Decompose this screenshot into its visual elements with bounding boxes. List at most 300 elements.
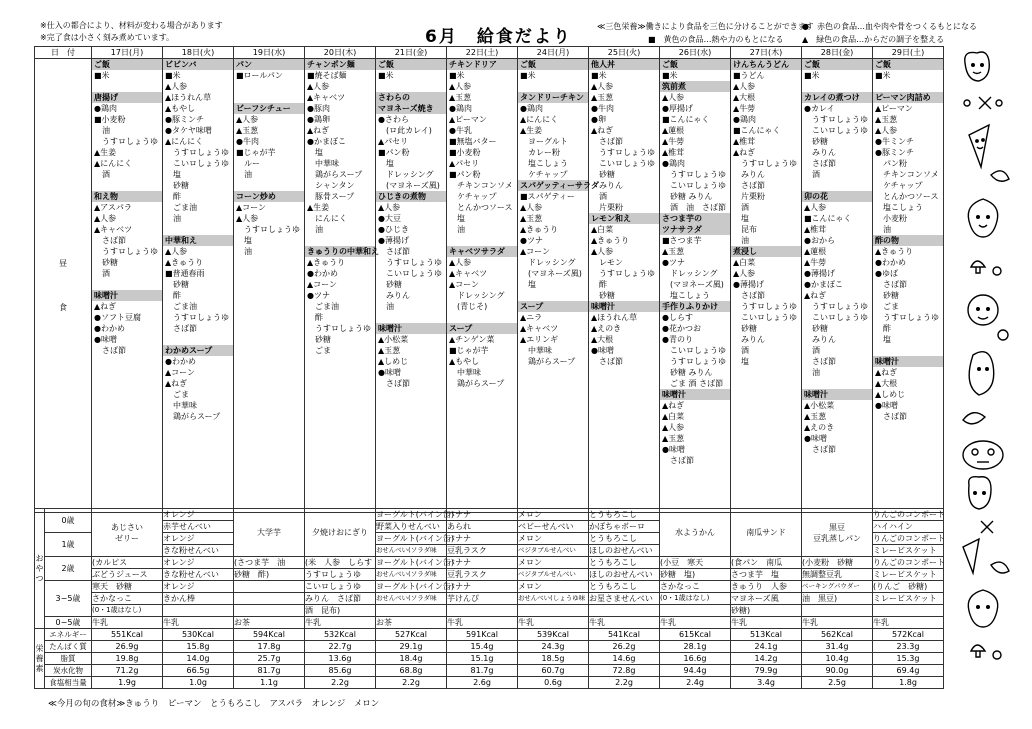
nutrient-value: 539Kcal (518, 629, 589, 641)
nutrient-value: 15.8g (163, 641, 234, 653)
ingredient: 油 (173, 214, 181, 223)
nutrient-value: 19.8g (92, 653, 163, 665)
ingredient: ●わかめ (875, 258, 906, 267)
ingredient: ▲人参 (165, 82, 188, 91)
ingredient: ▲きゅうり (520, 225, 559, 234)
ingredient: ▲チンゲン菜 (449, 335, 495, 344)
ingredient: 酢 (883, 324, 891, 333)
snack-text: ミレービスケット (873, 545, 944, 557)
ingredient: ドレッシング (528, 258, 576, 267)
ingredient: 油 (386, 302, 394, 311)
ingredient: ごま 酒 さば節 (670, 379, 724, 388)
snack-text: 豆乳ラスク (447, 545, 518, 557)
snack-text: (米 人参 しらす (305, 557, 376, 569)
ingredient: ルー (244, 159, 260, 168)
age-label: 0−5歳 (45, 617, 92, 629)
ingredient: 砂糖 (173, 280, 189, 289)
ingredient: ●わかめ (94, 324, 125, 333)
ingredient: ▲生姜 (307, 203, 330, 212)
snack-text (234, 581, 305, 593)
lunch-cell-28 (802, 59, 873, 513)
day-header: 27日(木) (731, 47, 802, 59)
ingredient: 油 (244, 247, 252, 256)
dish-name: 他人丼 (589, 59, 659, 70)
ingredient: ▲人参 (591, 82, 614, 91)
ingredient: ▲玉葱 (520, 214, 543, 223)
drink-text: 牛乳 (305, 617, 376, 629)
ingredient: こいロしょうゆ (173, 159, 229, 168)
nutrient-value: 10.4g (802, 653, 873, 665)
ingredient: うすロしょうゆ (599, 148, 655, 157)
snack-group-label: おやつ (35, 509, 45, 629)
ingredient: ▲人参 (307, 82, 330, 91)
pepper-icon (965, 52, 990, 81)
nutrient-value: 24.1g (731, 641, 802, 653)
snack-text (163, 605, 234, 617)
nutrient-value: 14.2g (731, 653, 802, 665)
ingredient: ▲白菜 (591, 225, 614, 234)
ingredient: 昆布 (741, 225, 757, 234)
ingredient: ▲蓮根 (662, 126, 685, 135)
ingredient: ▲えのき (591, 324, 622, 333)
lunch-cell-20 (305, 59, 379, 513)
legend-green: ▲ 緑色の食品…からだの調子を整える (802, 35, 945, 44)
lunch-cell-26 (660, 59, 731, 513)
ingredient: ●味噌 (804, 434, 827, 443)
dish-name: さわらの (376, 92, 446, 103)
dish-name: わかめスープ (163, 345, 233, 356)
ingredient: ●薄揚げ (733, 280, 764, 289)
ingredient: ▲玉葱 (804, 412, 827, 421)
ingredient: ●ツナ (662, 258, 685, 267)
drink-text: お茶 (376, 617, 447, 629)
nutrient-value: 18.5g (518, 653, 589, 665)
ingredient: ■米 (165, 71, 181, 80)
ingredient: ▲しめじ (378, 357, 409, 366)
ingredient: さば節 (812, 445, 836, 454)
ingredient: ▲白菜 (662, 412, 685, 421)
dish-name: けんちんうどん (731, 59, 801, 70)
ingredient: ▲ねぎ (591, 126, 614, 135)
nutrient-value: 94.4g (660, 665, 731, 677)
vegetable-illustrations (955, 45, 1015, 685)
snack-text: 砂糖 塩) (660, 569, 731, 581)
snack-text: 砂糖 酢) (234, 569, 305, 581)
dish-name: ツナサラダ (660, 224, 730, 235)
ingredient: 砂糖 みりん (670, 368, 713, 377)
snack-text (376, 605, 447, 617)
spacer (92, 279, 162, 290)
spacer (234, 180, 304, 191)
ingredient: ●カレイ (804, 104, 835, 113)
note-three-colors: ≪三色栄養≫働きにより食品を三色に分けることができます (597, 22, 814, 31)
ingredient: ●鶏肉 (520, 104, 543, 113)
day-header: 20日(木) (305, 47, 376, 59)
nutrient-value: 81.7g (234, 665, 305, 677)
nutrient-value: 71.2g (92, 665, 163, 677)
snack-text: ぶどうジュース (92, 569, 163, 581)
ingredient: さば節 (670, 456, 694, 465)
dish-name: ご飯 (92, 59, 162, 70)
ingredient: 油 (102, 126, 110, 135)
vegetable-illustration (955, 45, 1015, 685)
ingredient: 塩 (386, 159, 394, 168)
ingredient: 塩 (315, 148, 323, 157)
dish-name: スープ (518, 301, 588, 312)
snack-text: こいロしょうゆ (305, 581, 376, 593)
nutrient-value: 22.7g (305, 641, 376, 653)
snack-text: おせんべい(ソラダ味 (376, 593, 447, 605)
ingredient: ●ツナ (520, 236, 543, 245)
ingredient: ▲キャベツ (449, 269, 488, 278)
nutrient-value: 29.1g (376, 641, 447, 653)
ingredient: ▲牛蒡 (733, 104, 756, 113)
nutrient-value: 17.8g (234, 641, 305, 653)
lunch-cell-19 (234, 59, 305, 513)
date-header-row (35, 47, 944, 59)
ingredient: ●かまぼこ (307, 137, 346, 146)
ingredient: 酒 (102, 269, 110, 278)
ingredient: 鶏がらスープ (528, 357, 576, 366)
snack-text: さつま芋 塩 (731, 569, 802, 581)
ingredient: ●鶏肉 (94, 104, 117, 113)
ingredient: 鶏がらスープ (457, 379, 505, 388)
spacer (802, 81, 872, 92)
ingredient: ●花かつお (662, 324, 701, 333)
snack-26: 水ようかん (660, 509, 731, 557)
drink-text: 牛乳 (731, 617, 802, 629)
ingredient: ▲きゅうり (875, 247, 914, 256)
ingredient: 油 (315, 225, 323, 234)
nutrient-value: 14.6g (589, 653, 660, 665)
ingredient: ▲ねぎ (307, 126, 330, 135)
drink-text: 牛乳 (589, 617, 660, 629)
snack-text: オレンジ (163, 533, 234, 545)
day-header: 29日(土) (873, 47, 944, 59)
dish-name: チキンドリア (447, 59, 517, 70)
ingredient: 中華味 (173, 401, 197, 410)
nutrient-value: 85.6g (305, 665, 376, 677)
dish-name: 味噌汁 (873, 356, 943, 367)
lunch-row (35, 59, 944, 513)
ingredient: ▲コーン (520, 247, 550, 256)
nutrient-value: 16.6g (660, 653, 731, 665)
ingredient: ▲椎茸 (662, 148, 685, 157)
dish-name: タンドリーチキン (518, 92, 588, 103)
dish-name: スパゲッティーサラダ (520, 181, 599, 190)
snack-text: ベジタブルせんべい (518, 545, 589, 557)
ingredient: 酒 (812, 346, 820, 355)
ingredient: ▲ピーマン (449, 115, 487, 124)
ingredient: 砂糖 (883, 291, 899, 300)
ingredient: パン粉 (883, 159, 907, 168)
nutrient-value: 18.4g (376, 653, 447, 665)
nutrient-value: 25.7g (234, 653, 305, 665)
snack-text: 野菜入りせんべい (376, 521, 447, 533)
ingredient: 塩こしょう (670, 291, 710, 300)
lunch-cell-18 (163, 59, 234, 513)
lunch-menu-table (34, 46, 944, 513)
age-label: 3−5歳 (45, 581, 92, 617)
ingredient: ■焼そば麺 (307, 71, 347, 80)
nutrient-value: 66.5g (163, 665, 234, 677)
dish-name: 煮浸し (731, 246, 801, 257)
ingredient: ▲人参 (733, 82, 756, 91)
snack-text: (さつま芋 油 (234, 557, 305, 569)
ingredient: 中華味 (457, 368, 481, 377)
nutrient-value: 591Kcal (447, 629, 518, 641)
dish-name: パン (234, 59, 304, 70)
leaf-icon (963, 413, 985, 424)
ingredient: ■こんにゃく (662, 115, 710, 124)
ingredient: ●味噌 (875, 401, 898, 410)
ingredient: 酒 (102, 170, 110, 179)
dish-name: ビビンバ (163, 59, 233, 70)
nutrient-value: 69.4g (873, 665, 944, 677)
snack-text: バナナ (447, 533, 518, 545)
ingredient: 砂糖 (173, 181, 189, 190)
ingredient: 塩こしょう (528, 159, 568, 168)
ingredient: ●卵 (591, 115, 606, 124)
ingredient: ドレッシング (457, 291, 505, 300)
snack-text (873, 605, 944, 617)
nutrient-value: 23.3g (873, 641, 944, 653)
ingredient: ■ロールパン (236, 71, 283, 80)
snack-text: オレンジ (163, 557, 234, 569)
ingredient: ▲人参 (875, 126, 898, 135)
nutrient-value: 79.9g (731, 665, 802, 677)
dish-name: チャンポン麺 (305, 59, 375, 70)
age-label: 0歳 (45, 509, 92, 533)
drink-text: 牛乳 (873, 617, 944, 629)
snack-text: とうもろこし (589, 557, 660, 569)
date-label: 日 付 (35, 47, 92, 59)
ingredient: ▲椎茸 (733, 137, 756, 146)
ingredient: ▲にんにく (165, 137, 204, 146)
snack-text: メロン (518, 581, 589, 593)
ingredient: 砂糖 (741, 324, 757, 333)
snack-text: 芋けんぴ (447, 593, 518, 605)
drink-text: 牛乳 (802, 617, 873, 629)
ingredient: こいロしょうゆ (386, 269, 442, 278)
ingredient: うすロしょうゆ (173, 148, 229, 157)
ingredient: ■無塩バター (449, 137, 497, 146)
ingredient: ▲にんにく (94, 159, 133, 168)
nutrient-value: 60.7g (518, 665, 589, 677)
snack-text: ベビーせんべい (518, 521, 589, 533)
ingredient: ■米 (875, 71, 891, 80)
ingredient: チキンコンソメ (883, 170, 939, 179)
snack-text: オレンジ (163, 581, 234, 593)
lunch-cell-21 (376, 59, 447, 513)
ingredient: ■こんにゃく (733, 126, 781, 135)
snack-text (589, 605, 660, 617)
nutrition-row (35, 641, 944, 653)
ingredient: ▲ニラ (520, 313, 543, 322)
ingredient: さば節 (599, 357, 623, 366)
ingredient: さば節 (883, 280, 907, 289)
nutrition-row (35, 629, 944, 641)
nutrient-value: 15.3g (873, 653, 944, 665)
dish-name: さつま芋の (660, 213, 730, 224)
snack-text (447, 605, 518, 617)
legend-yellow: ■ 黄色の食品…熱や力のもとになる (648, 35, 784, 44)
ingredient: ▲牛蒡 (804, 258, 827, 267)
day-header: 22日(土) (447, 47, 518, 59)
dish-name: コーン炒め (234, 191, 304, 202)
nutrient-value: 14.0g (163, 653, 234, 665)
day-header: 18日(火) (163, 47, 234, 59)
nutrient-value: 24.3g (518, 641, 589, 653)
snack-text: とうもろこし (589, 533, 660, 545)
ingredient: ▲アスパラ (94, 203, 132, 212)
nutrient-value: 532Kcal (305, 629, 376, 641)
spacer (376, 81, 446, 92)
seasonal-ingredients: ≪今月の旬の食材≫きゅうり ピーマン とうもろこし アスパラ オレンジ メロン (48, 699, 380, 709)
spacer (234, 92, 304, 103)
nutrition-row (35, 665, 944, 677)
ingredient: 塩 (741, 357, 749, 366)
ingredient: 塩 (244, 236, 252, 245)
ingredient: ●さわら (378, 115, 409, 124)
ingredient: ▲もやし (449, 357, 480, 366)
ingredient: ▲人参 (662, 93, 685, 102)
ingredient: ▲ねぎ (875, 368, 898, 377)
ingredient: さば節 (599, 137, 623, 146)
snack-text (234, 593, 305, 605)
ingredient: 中華味 (315, 159, 339, 168)
dish-name: 卯の花 (802, 191, 872, 202)
ingredient: 酢 (599, 280, 607, 289)
ingredient: ■スパゲティー (520, 192, 575, 201)
snack-text: ヨーグルト(バイン缶) (376, 558, 455, 567)
ingredient: 砂糖 (812, 137, 828, 146)
ingredient: ■小麦粉 (94, 115, 126, 124)
ingredient: ▲人参 (94, 214, 117, 223)
snack-text (802, 605, 873, 617)
snack-text: さかなっこ (92, 593, 163, 605)
dish-name: 味噌汁 (802, 389, 872, 400)
snack-text: ベーキングパウダー (802, 581, 873, 593)
ingredient: ■さつま芋 (662, 236, 702, 245)
ingredient: さば節 (386, 379, 410, 388)
ingredient: ▲牛蒡 (662, 137, 685, 146)
nutrient-value: 15.1g (447, 653, 518, 665)
ingredient: ▲人参 (733, 269, 756, 278)
ingredient: ●味噌 (94, 335, 117, 344)
snack-text: あられ (447, 521, 518, 533)
snack-28: 黒豆 豆乳蒸しパン (802, 509, 873, 557)
snack-text: (小麦粉 砂糖 (802, 557, 873, 569)
ingredient: 豚骨スープ (315, 192, 355, 201)
nutrient-value: 2.2g (305, 677, 376, 689)
ingredient: 片栗粉 (599, 203, 623, 212)
ingredient: ▲ねぎ (804, 291, 827, 300)
ingredient: ●豚肉 (307, 104, 330, 113)
ingredient: さば節 (741, 291, 765, 300)
ingredient: ■じゃが芋 (449, 346, 489, 355)
ingredient: みりん (812, 335, 836, 344)
dish-name: 筑前煮 (660, 81, 730, 92)
ingredient: ●青のり (662, 335, 693, 344)
snack-text: マヨネーズ風 (731, 593, 802, 605)
ingredient: ▲人参 (591, 247, 614, 256)
snack-text: (0・1歳はなし) (92, 605, 163, 617)
spacer (802, 180, 872, 191)
ingredient: ▲玉葱 (875, 115, 898, 124)
dish-name: マヨネーズ焼き (376, 103, 446, 114)
ingredient: ●鶏肉 (733, 115, 756, 124)
ingredient: ●大豆 (378, 214, 401, 223)
ingredient: 塩 (173, 170, 181, 179)
ingredient: ▲大根 (591, 335, 614, 344)
day-header: 24日(月) (518, 47, 589, 59)
snack-text: 油 黒豆) (802, 593, 873, 605)
ingredient: ▲玉葱 (591, 93, 614, 102)
ingredient: こいロしょうゆ (599, 159, 655, 168)
ingredient: ▲コーン (449, 280, 479, 289)
ingredient: さば節 (883, 412, 907, 421)
ingredient: ■米 (520, 71, 536, 80)
snack-text: ヨーグルト(バイン缶) (376, 510, 455, 519)
snack-text: きな粉せんべい (163, 545, 234, 557)
ingredient: (青じそ) (457, 302, 488, 311)
ingredient: 油 (741, 236, 749, 245)
nutrient-label: 脂質 (45, 653, 92, 665)
ingredient: 鶏がらスープ (315, 170, 363, 179)
onion-icon (968, 590, 997, 627)
nutrient-value: 15.4g (447, 641, 518, 653)
ingredient: ▲エリンギ (520, 335, 559, 344)
ingredient: うすロしょうゆ (102, 247, 158, 256)
day-header: 19日(水) (234, 47, 305, 59)
snack-17: あじさい ゼリー (92, 509, 163, 557)
ingredient: ■じゃが芋 (236, 148, 276, 157)
ingredient: 酒 油 さば節 (670, 203, 726, 212)
ingredient: ヨーグルト (528, 137, 568, 146)
snack-text: (カルピス (92, 557, 163, 569)
ingredient: (マヨネーズ風) (386, 181, 440, 190)
nutrient-value: 594Kcal (234, 629, 305, 641)
nutrient-value: 72.8g (589, 665, 660, 677)
age-label: 2歳 (45, 557, 92, 581)
carrot-icon (969, 125, 989, 167)
dish-name: ビーフシチュー (234, 103, 304, 114)
ingredient: 酒 (741, 203, 749, 212)
dish-name: スープ (447, 323, 517, 334)
ingredient: ドレッシング (386, 170, 434, 179)
ingredient: ●薄揚げ (378, 236, 409, 245)
drink-text: 牛乳 (163, 617, 234, 629)
ingredient: ▲えのき (804, 423, 835, 432)
ingredient: ▲きゅうり (165, 258, 204, 267)
snack-text: りんごのコンポート (873, 558, 945, 567)
dish-name: 酢の物 (873, 235, 943, 246)
ingredient: こいロしょうゆ (812, 313, 868, 322)
dish-name: ご飯 (873, 59, 943, 70)
dish-name: ご飯 (660, 59, 730, 70)
nutrient-value: 551Kcal (92, 629, 163, 641)
spacer (92, 180, 162, 191)
ingredient: ごま油 (173, 302, 197, 311)
ingredient: ■米 (449, 71, 465, 80)
ingredient: ▲人参 (449, 258, 472, 267)
snack-text: ヨーグルト(バイン缶) (376, 534, 455, 543)
ingredient: レモン (599, 258, 623, 267)
drink-text: 牛乳 (660, 617, 731, 629)
ingredient: ●味噌 (378, 368, 401, 377)
nutrient-value: 2.4g (660, 677, 731, 689)
